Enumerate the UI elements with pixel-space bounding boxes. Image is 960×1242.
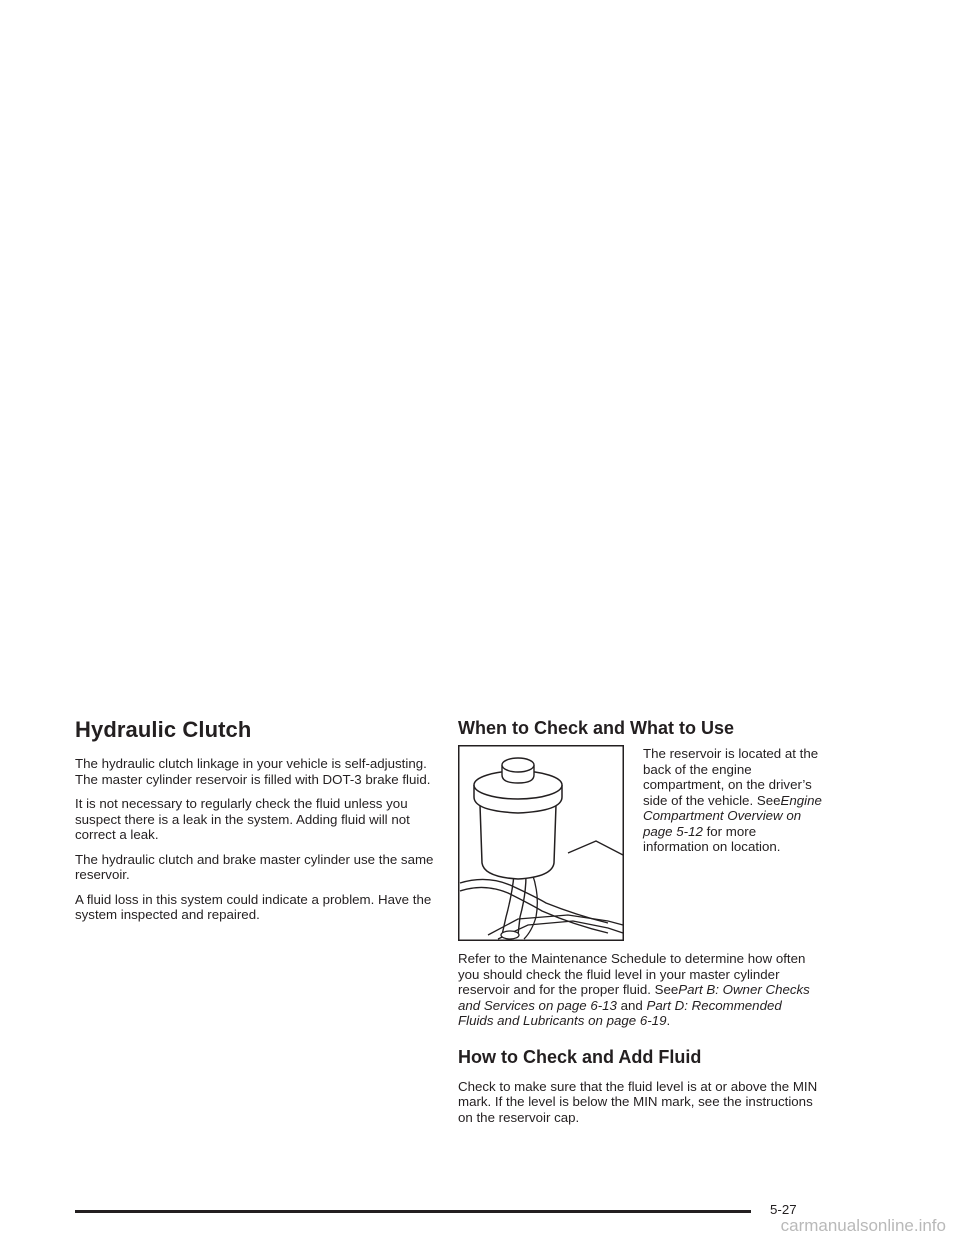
cross-reference: Part D: Recommended Fluids and Lubricants on page 6-19 [458,997,782,1028]
paragraph: Check to make sure that the fluid level is at or above the MIN mark. If the level is below the MIN mark, see the instructions on the reservoir cap. [458,1078,818,1125]
paragraph-text: Refer to the Maintenance Schedule to determine how often you should check the fluid level in your master cylinder reservoir and for the proper fluid. See [458,951,806,997]
cross-reference: Part B: Owner Checks and Services on page 6-13 [458,982,810,1013]
paragraph-text: . [666,1013,671,1028]
watermark: carmanualsonline.info [780,1216,946,1235]
caption-text: for more information on location. [643,823,781,854]
paragraph: It is not necessary to regularly check the fluid unless you suspect there is a leak in the system. Adding fluid will not correct a leak. [75,796,410,842]
footer-rule [75,1210,751,1213]
right-column [458,716,820,1134]
left-column [75,716,437,932]
section-title-hydraulic-clutch: Hydraulic Clutch [75,717,252,742]
paragraph [458,951,820,1029]
paragraph: The hydraulic clutch and brake master cylinder use the same reservoir. [75,851,434,882]
figure-caption [643,746,823,855]
section-title-when-to-check: When to Check and What to Use [458,718,735,738]
paragraph-text: and [616,997,647,1013]
section-title-how-to-check: How to Check and Add Fluid [458,1046,702,1067]
reservoir-illustration [458,745,624,941]
cross-reference: Engine Compartment Overview on page 5-12 [643,792,822,839]
paragraph: A fluid loss in this system could indicate a problem. Have the system inspected and repaired. [75,891,432,922]
caption-text: The reservoir is located at the back of the engine compartment, on the driver’s side of the vehicle. See [643,746,819,808]
page-number: 5-27 [770,1202,797,1217]
paragraph: The hydraulic clutch linkage in your vehicle is self-adjusting. The master cylinder reservoir is filled with DOT-3 brake fluid. [75,756,431,787]
figure-row [458,716,820,951]
